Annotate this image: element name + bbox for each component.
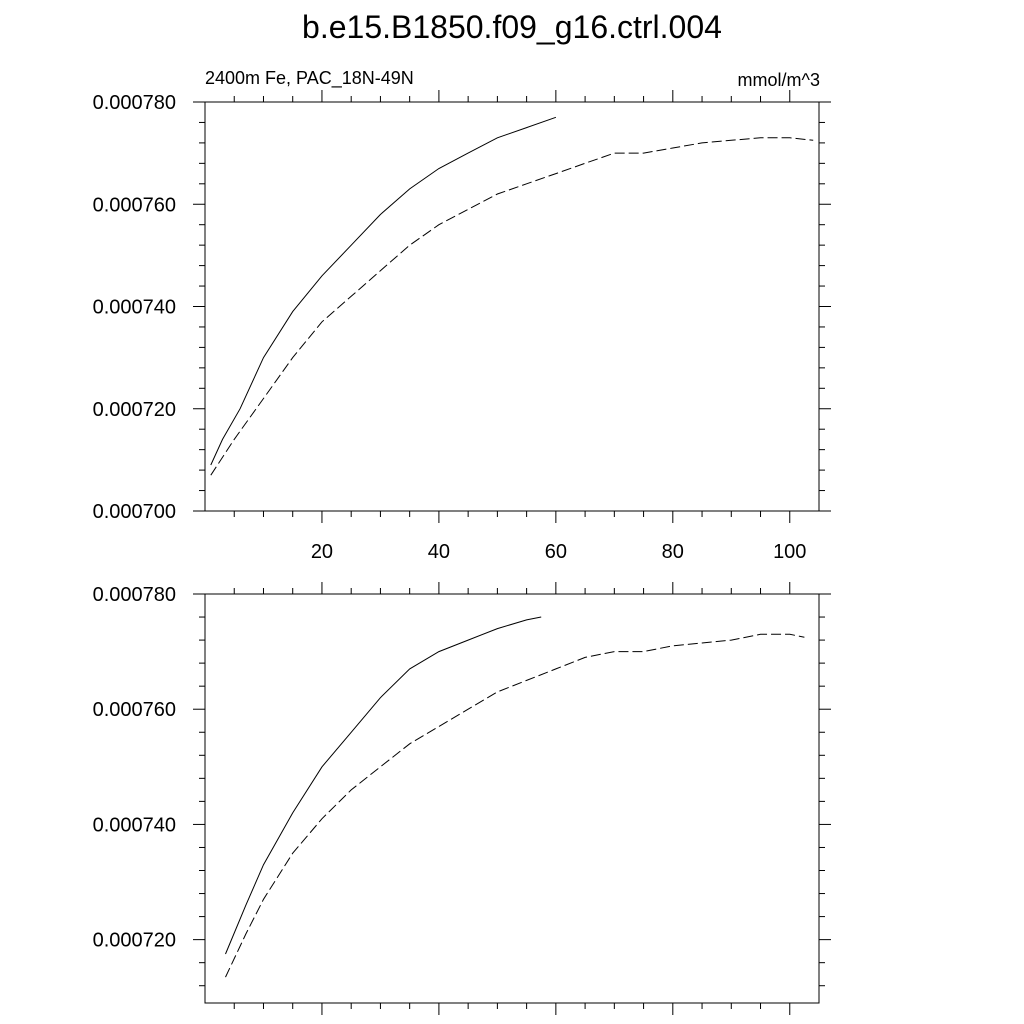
- x-tick-label: 60: [544, 541, 567, 563]
- y-tick-label: 0.000740: [92, 814, 176, 837]
- chart-title: b.e15.B1850.f09_g16.ctrl.004: [302, 9, 722, 45]
- x-tick-label: 40: [427, 541, 451, 563]
- y-tick-label: 0.000780: [92, 584, 176, 606]
- x-tick-label: 80: [661, 541, 684, 563]
- x-tick-label: 20: [310, 541, 334, 563]
- panel-right-label: mmol/m^3: [737, 70, 820, 90]
- top-panel: [93, 90, 831, 563]
- bottom-panel: [93, 582, 831, 1015]
- series-line-dashed: [211, 138, 813, 475]
- y-tick-label: 0.000780: [92, 92, 176, 114]
- y-tick-label: 0.000760: [92, 194, 176, 217]
- x-tick-label: 100: [773, 541, 807, 563]
- y-tick-label: 0.000700: [92, 501, 176, 523]
- y-tick-label: 0.000760: [92, 699, 176, 722]
- series-line-solid: [211, 117, 556, 465]
- series-line-solid: [226, 617, 542, 954]
- y-tick-label: 0.000720: [92, 398, 176, 421]
- y-tick-label: 0.000720: [92, 929, 176, 952]
- series-line-dashed: [226, 634, 805, 977]
- y-tick-label: 0.000740: [92, 296, 176, 319]
- panel-left-label: 2400m Fe, PAC_18N-49N: [205, 68, 414, 88]
- plot-frame: [205, 594, 819, 1003]
